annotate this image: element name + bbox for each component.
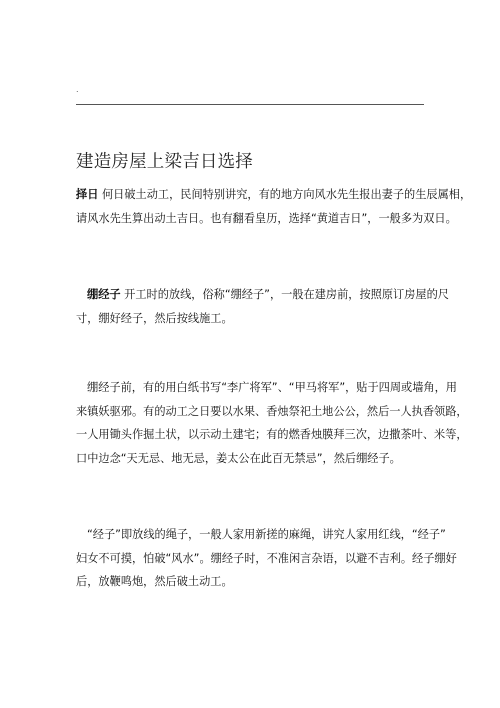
paragraph-line: 口中边念“天无忌、地无忌，姜太公在此百无禁忌”，然后绷经子。: [76, 451, 401, 465]
header-mark: .: [76, 85, 79, 94]
header-rule: [76, 104, 424, 105]
paragraph-line: 后，放鞭鸣炮，然后破土动工。: [76, 575, 233, 588]
page-title: 建造房屋上梁吉日选择: [76, 152, 253, 172]
paragraph-line: 来镇妖驱邪。有的动工之日要以水果、香烛祭祀土地公公，然后一人执香领路，: [76, 404, 468, 418]
paragraph-line: 绷经子前，有的用白纸书写“李广将军”、“甲马将军”，贴于四周或墙角，用: [87, 381, 457, 394]
paragraph-string-line: [76, 283, 449, 330]
paragraph-text: 开工时的放线，俗称“绷经子”，一般在建房前，按照原订房屋的尺: [120, 288, 449, 301]
paragraph-line: [76, 283, 449, 307]
paragraph-line: 一人用锄头作掘土状，以示动土建宅；有的燃香烛膜拜三次，边撒茶叶、米等，: [76, 428, 468, 441]
paragraph-line: 请风水先生算出动土吉日。也有翻看皇历，选择“黄道吉日”，一般多为双日。: [76, 211, 457, 225]
paragraph-rituals: [76, 376, 468, 470]
paragraph-lead: 绷经子: [87, 288, 121, 301]
paragraph-lead: 择日: [76, 188, 99, 201]
paragraph-line: [76, 183, 472, 207]
paragraph-line: “经子”即放线的绳子，一般人家用新搓的麻绳，讲究人家用红线，“经子”: [87, 528, 446, 541]
paragraph-line: 寸，绷好经子，然后按线施工。: [76, 311, 233, 325]
paragraph-rope: [76, 523, 457, 594]
paragraph-line: 妇女不可摸，怕破“风水”。绷经子时，不准闲言杂语，以避不吉利。经子绷好: [76, 551, 457, 565]
paragraph-text: 何日破土动工，民间特别讲究，有的地方向风水先生报出妻子的生辰属相，: [98, 188, 472, 201]
paragraph-choose-date: [76, 183, 472, 230]
